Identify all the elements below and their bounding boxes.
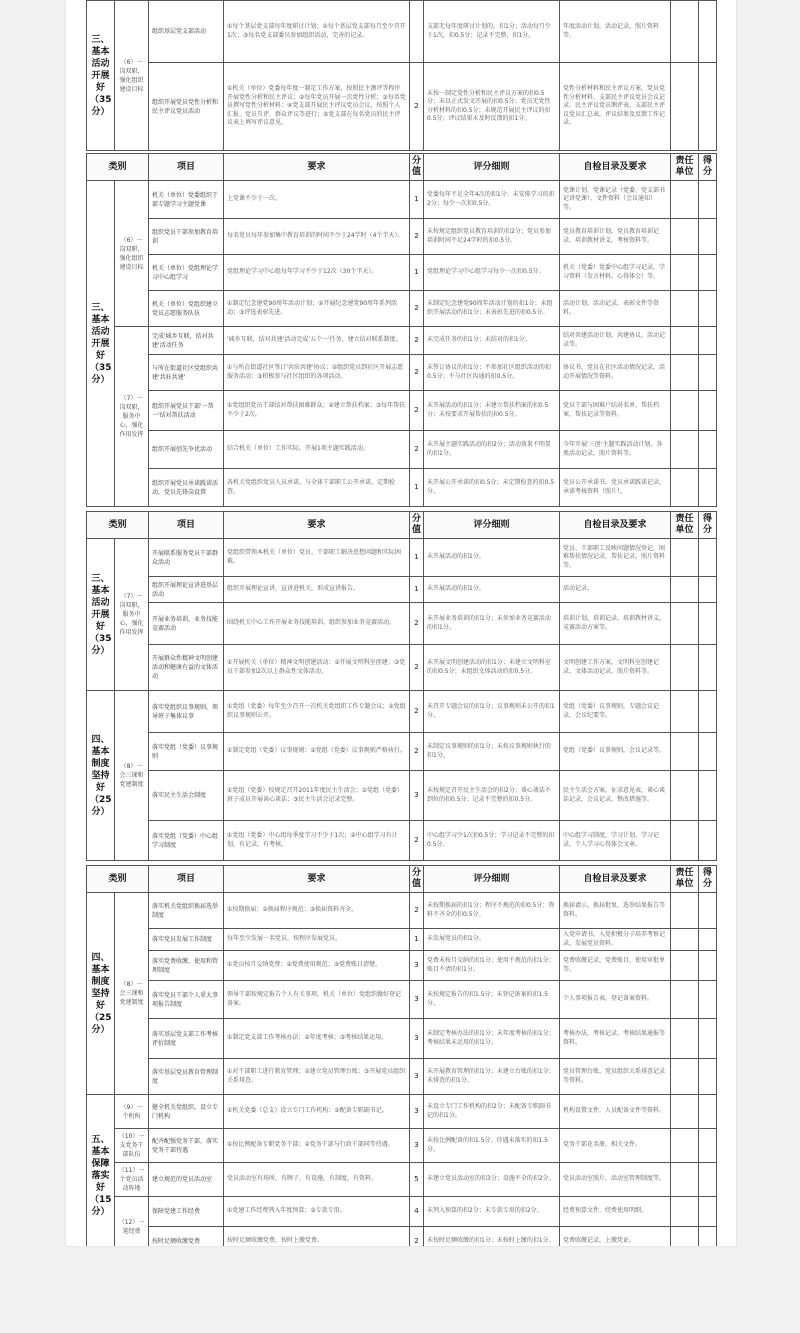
result-cell <box>699 219 717 255</box>
table-row <box>87 181 717 219</box>
result-cell <box>699 1095 717 1129</box>
score-cell: 2 <box>410 219 424 255</box>
rule-cell: 未开展业务培训的扣1分；未参加业务竞赛活动的扣1分。 <box>424 603 560 645</box>
result-cell <box>699 1197 717 1227</box>
score-cell: 1 <box>410 929 424 951</box>
item-cell: 落实党组（党委）中心组学习制度 <box>149 821 224 861</box>
requirement-cell: ①每个基层党支部每年度研讨计划；②每个基层党支部每月至少召开1次；③每名党支部委员参加组织活动，完善的记录。 <box>224 1 410 63</box>
header-requirement: 要求 <box>224 866 410 893</box>
table-row <box>87 355 717 391</box>
score-cell: 1 <box>410 539 424 577</box>
table-row <box>87 577 717 603</box>
result-cell <box>699 733 717 771</box>
document-page <box>66 0 736 1246</box>
header-self-check: 自检目录及要求 <box>560 512 671 539</box>
result-cell <box>699 1129 717 1163</box>
item-cell: 按时足额收缴党费 <box>149 1227 224 1247</box>
rule-cell: 未按时足额收缴的扣1分；未按时上缴的扣1分。 <box>424 1227 560 1247</box>
table-segment-4 <box>86 865 717 1246</box>
assessment-table <box>86 0 716 1246</box>
header-requirement: 要求 <box>224 154 410 181</box>
subcategory-cell: （8）一会三课和党建制度 <box>115 691 149 861</box>
self-check-cell: 活动计划，活动记录，表彰文件等资料。 <box>560 291 671 327</box>
requirement-cell: ①机关党委（总支）设立专门工作机构；②配备专职副书记。 <box>224 1095 410 1129</box>
table-header-row <box>87 512 717 539</box>
table-row <box>87 691 717 733</box>
rule-cell: 未开展公开承诺的扣0.5分；未定期检查的扣0.5分。 <box>424 469 560 507</box>
score-cell: 3 <box>410 1129 424 1163</box>
unit-cell <box>671 1095 699 1129</box>
table-row <box>87 733 717 771</box>
item-cell: 落实党员干部个人重大事项报告制度 <box>149 981 224 1019</box>
requirement-cell: ①党组织党员干部结对帮扶困难群众；②建立帮扶档案；③每年帮扶不少于2次。 <box>224 391 410 431</box>
rule-cell: 未制定考核办法的扣1分；未年度考核的扣1分；考核结果未运用的扣1分。 <box>424 1019 560 1059</box>
table-segment-1 <box>86 0 717 151</box>
table-row <box>87 771 717 821</box>
score-cell: 3 <box>410 951 424 981</box>
requirement-cell: 领导干部按规定报告个人有关事项，机关（单位）党组织做好登记备案。 <box>224 981 410 1019</box>
header-rule: 评分细则 <box>424 512 560 539</box>
subcategory-cell: （7）一岗双职，服务中心，强化作用发挥 <box>115 327 149 507</box>
header-score: 分值 <box>410 154 424 181</box>
requirement-cell: 上党课不少于一次。 <box>224 181 410 219</box>
self-check-cell: 党员教育培训计划，党员教育培训记录，培训教材讲义，考核资料等。 <box>560 219 671 255</box>
self-check-cell: 党组（党委）议事规则，专题会议记录，会议纪要等。 <box>560 691 671 733</box>
requirement-cell: 结合机关（单位）工作实际，开展1项主题实践活动。 <box>224 431 410 469</box>
score-cell: 2 <box>410 893 424 929</box>
item-cell: 组织开展党员党性分析和民主评议党员活动 <box>149 63 224 151</box>
unit-cell <box>671 327 699 355</box>
score-cell: 3 <box>410 771 424 821</box>
item-cell: 组织开展党员干部'一帮一'结对帮扶活动 <box>149 391 224 431</box>
score-cell: 2 <box>410 645 424 691</box>
header-score: 分值 <box>410 512 424 539</box>
table-row <box>87 893 717 929</box>
self-check-cell: 党员活动室照片，活动室管理制度等。 <box>560 1163 671 1197</box>
result-cell <box>699 1227 717 1247</box>
table-row <box>87 469 717 507</box>
item-cell: 机关（单位）党委组织干部专题学习主题党课 <box>149 181 224 219</box>
item-cell: 建立规范的党员活动室 <box>149 1163 224 1197</box>
unit-cell <box>671 469 699 507</box>
score-cell: 3 <box>410 1095 424 1129</box>
result-cell <box>699 291 717 327</box>
item-cell: 配齐配强党务干部，落实党务干部待遇 <box>149 1129 224 1163</box>
header-requirement: 要求 <box>224 512 410 539</box>
header-unit: 责任单位 <box>671 512 699 539</box>
rule-cell: 未制定议事规则的扣1分；未按议事规则执行的扣1分。 <box>424 733 560 771</box>
self-check-cell: 党务干部花名册，相关文件。 <box>560 1129 671 1163</box>
result-cell <box>699 603 717 645</box>
table-header-row <box>87 866 717 893</box>
table-segment-2 <box>86 153 717 507</box>
unit-cell <box>671 771 699 821</box>
table-row <box>87 1 717 63</box>
score-cell: 2 <box>410 63 424 151</box>
result-cell <box>699 981 717 1019</box>
table-row <box>87 1227 717 1247</box>
unit-cell <box>671 691 699 733</box>
subcategory-cell: （9）一个机构 <box>115 1095 149 1129</box>
header-result: 得分 <box>699 512 717 539</box>
item-cell: 机关（单位）党组理论学习中心组学习 <box>149 255 224 291</box>
item-cell: 组织开展理论宣讲进基层活动 <box>149 577 224 603</box>
self-check-cell: 今年开展'三创'主题实践活动计划，各类活动记录，照片资料等。 <box>560 431 671 469</box>
result-cell <box>699 391 717 431</box>
requirement-cell: ①开展机关（单位）精神文明创建活动；②开展文明科室创建；③党员干部参加2次以上群众性文体活动。 <box>224 645 410 691</box>
unit-cell <box>671 63 699 151</box>
item-cell: 落实党组织议事规则，领导班子集体议事 <box>149 691 224 733</box>
score-cell: 2 <box>410 291 424 327</box>
rule-cell: 支部无每年度研讨计划的，扣1分；活动每月少于1次，扣0.5分；记录不完整，扣1分。 <box>424 1 560 63</box>
score-cell: 2 <box>410 327 424 355</box>
result-cell <box>699 645 717 691</box>
score-cell: 3 <box>410 1019 424 1059</box>
item-cell: 落实机关党组织换届选举制度 <box>149 893 224 929</box>
rule-cell: 未按期换届的扣1分；程序不规范的扣0.5分；资料不齐全的扣0.5分。 <box>424 893 560 929</box>
unit-cell <box>671 577 699 603</box>
rule-cell: 未发展党员的扣1分。 <box>424 929 560 951</box>
table-row <box>87 1095 717 1129</box>
score-cell: 1 <box>410 469 424 507</box>
score-cell: 2 <box>410 431 424 469</box>
table-row <box>87 1059 717 1095</box>
item-cell: 落实党组（党委）议事规则 <box>149 733 224 771</box>
item-cell: 落实基层党支部工作考核评价制度 <box>149 1019 224 1059</box>
rule-cell: 党费未按月交纳的扣1分；使用不规范的扣1分；账目不清的扣1分。 <box>424 951 560 981</box>
item-cell: 机关（单位）党组织建立党员志愿服务队伍 <box>149 291 224 327</box>
item-cell: 健全机关党组织，设立专门机构 <box>149 1095 224 1129</box>
self-check-cell: 党员干部与困难户结对名单，帮扶档案，帮扶记录等资料。 <box>560 391 671 431</box>
score-cell: 3 <box>410 1059 424 1095</box>
requirement-cell: '城乡互联，结对共建'活动完成'五个一'任务，建立结对联系制度。 <box>224 327 410 355</box>
unit-cell <box>671 1129 699 1163</box>
category-cell: 四、基本制度坚持好（25分） <box>87 893 115 1095</box>
rule-cell: 党委每年不足全年4次的扣1分；未安排学习的扣2分；每少一次扣0.5分。 <box>424 181 560 219</box>
rule-cell: 未开展文明创建活动的扣1分；未建立文明科室的扣0.5分；未组织文体活动的扣0.5分。 <box>424 645 560 691</box>
table-row <box>87 255 717 291</box>
requirement-cell: 党组织带领本机关（单位）党员、干部职工解决思想问题和实际困难。 <box>224 539 410 577</box>
requirement-cell: 党员活动室有场所，有牌子，有设施，有制度，有资料。 <box>224 1163 410 1197</box>
self-check-cell: 党费收缴记录，上缴凭证。 <box>560 1227 671 1247</box>
requirement-cell: ①党员按月交纳党费；②党费使用规范；③党费账目清楚。 <box>224 951 410 981</box>
unit-cell <box>671 291 699 327</box>
requirement-cell: 党组理论学习中心组每年学习不少于12次（30个半天）。 <box>224 255 410 291</box>
item-cell: 落实党费收缴、使用和管理制度 <box>149 951 224 981</box>
subcategory-cell: （10）一支党务干部队伍 <box>115 1129 149 1163</box>
score-cell: 2 <box>410 1227 424 1247</box>
category-cell: 三、基本活动开展好（35分） <box>87 539 115 691</box>
self-check-cell: 机关（党委）党委中心组学习记录，学习资料（发言材料，心得体会）等。 <box>560 255 671 291</box>
rule-cell: 未召开专题会议的扣1分；议事规则未公开的扣1分。 <box>424 691 560 733</box>
header-rule: 评分细则 <box>424 866 560 893</box>
unit-cell <box>671 255 699 291</box>
self-check-cell: 文明创建工作方案，文明科室创建记录，文体活动记录，照片资料等。 <box>560 645 671 691</box>
header-self-check: 自检目录及要求 <box>560 154 671 181</box>
requirement-cell: ①党建工作经费列入年度预算；②专款专用。 <box>224 1197 410 1227</box>
rule-cell: 未制定纪念建党90周年活动计划的扣1分；未组织开展活动的扣1分；未表彰先进的扣0.5分。 <box>424 291 560 327</box>
rule-cell: 党组理论学习中心组学习每少一次扣0.5分。 <box>424 255 560 291</box>
result-cell <box>699 893 717 929</box>
self-check-cell: 年度活动计划，活动记录，照片资料等。 <box>560 1 671 63</box>
table-row <box>87 951 717 981</box>
category-cell: 三、基本活动开展好（35分） <box>87 181 115 507</box>
item-cell: 开展业务培训，业务技能竞赛活动 <box>149 603 224 645</box>
unit-cell <box>671 355 699 391</box>
rule-cell: 未签订协议的扣1分；不参加社区组织活动的扣0.5分；不与社区沟通的扣0.5分。 <box>424 355 560 391</box>
result-cell <box>699 469 717 507</box>
result-cell <box>699 951 717 981</box>
self-check-cell: 协议书，党员在社区活动情况记录，活动开展情况等资料。 <box>560 355 671 391</box>
unit-cell <box>671 1227 699 1247</box>
self-check-cell: 党费收缴记录，党费账目，使用审批单等。 <box>560 951 671 981</box>
rule-cell: 未按规定报告的扣1.5分；未登记备案的扣1.5分。 <box>424 981 560 1019</box>
table-row <box>87 539 717 577</box>
self-check-cell: 党员管理台账，党员组织关系排查记录等资料。 <box>560 1059 671 1095</box>
table-row <box>87 1019 717 1059</box>
unit-cell <box>671 539 699 577</box>
item-cell: 组织基层党支部活动 <box>149 1 224 63</box>
unit-cell <box>671 951 699 981</box>
requirement-cell: 各机关党组织党员人员承诺，与全体干部职工公开承诺，定期检查。 <box>224 469 410 507</box>
unit-cell <box>671 1019 699 1059</box>
result-cell <box>699 327 717 355</box>
unit-cell <box>671 929 699 951</box>
score-cell: 2 <box>410 691 424 733</box>
rule-cell: 未按比例配备的扣1.5分；待遇未落实的扣1.5分。 <box>424 1129 560 1163</box>
requirement-cell: ①与所在街道社区签订'共驻共建'协议；②组织党员到社区开展志愿服务活动；③积极参与社区组织的各项活动。 <box>224 355 410 391</box>
result-cell <box>699 1019 717 1059</box>
category-cell: 五、基本保障落实好（15分） <box>87 1095 115 1247</box>
result-cell <box>699 181 717 219</box>
item-cell: 组织开展创先争优活动 <box>149 431 224 469</box>
result-cell <box>699 929 717 951</box>
subcategory-cell: （6）一岗双职，强化组织建设目标 <box>115 181 149 327</box>
score-cell: 1 <box>410 181 424 219</box>
requirement-cell: ①党组（党委）中心组每季度学习不少于1次；②中心组学习有计划，有记录，有考核。 <box>224 821 410 861</box>
unit-cell <box>671 219 699 255</box>
requirement-cell: ①党组（党委）每年至少召开一次机关党组织工作专题会议；②党组织议事规则公开。 <box>224 691 410 733</box>
item-cell: 落实民主生活会制度 <box>149 771 224 821</box>
table-row <box>87 291 717 327</box>
header-self-check: 自检目录及要求 <box>560 866 671 893</box>
table-row <box>87 645 717 691</box>
item-cell: 开展群众性精神文明创建活动和健康有益的文体活动 <box>149 645 224 691</box>
rule-cell: 未按规定召开民主生活会的扣2分；谈心谈话不到位的扣0.5分；记录不完整的扣0.5分。 <box>424 771 560 821</box>
self-check-cell: 经费预算文件，经费使用明细。 <box>560 1197 671 1227</box>
score-cell: 4 <box>410 1197 424 1227</box>
requirement-cell: 每年至少发展一名党员，按程序发展党员。 <box>224 929 410 951</box>
header-category: 类别 <box>87 154 149 181</box>
score-cell: 2 <box>410 355 424 391</box>
unit-cell <box>671 733 699 771</box>
unit-cell <box>671 893 699 929</box>
unit-cell <box>671 821 699 861</box>
result-cell <box>699 577 717 603</box>
self-check-cell: 中心组学习制度，学习计划，学习记录，个人学习心得体会文章。 <box>560 821 671 861</box>
table-row <box>87 603 717 645</box>
header-item: 项目 <box>149 512 224 539</box>
table-row <box>87 929 717 951</box>
rule-cell: 未开展活动的扣1分；未建立帮扶档案的扣0.5分；未按要求开展帮扶的扣0.5分。 <box>424 391 560 431</box>
requirement-cell: ①按比例配备专职党务干部；②党务干部与行政干部同等待遇。 <box>224 1129 410 1163</box>
table-row <box>87 391 717 431</box>
table-row <box>87 1129 717 1163</box>
requirement-cell: ①制定党组（党委）议事规则；②党组（党委）议事规则严格执行。 <box>224 733 410 771</box>
table-segment-3 <box>86 511 717 861</box>
score-cell: 2 <box>410 821 424 861</box>
table-row <box>87 431 717 469</box>
result-cell <box>699 1163 717 1197</box>
result-cell <box>699 1 717 63</box>
unit-cell <box>671 1059 699 1095</box>
subcategory-cell: （12）一笔经费 <box>115 1197 149 1247</box>
requirement-cell: ①制定党支部工作考核办法；②年度考核；③考核结果运用。 <box>224 1019 410 1059</box>
unit-cell <box>671 391 699 431</box>
self-check-cell: 机构设置文件，人员配备文件等资料。 <box>560 1095 671 1129</box>
score-cell: 2 <box>410 603 424 645</box>
table-row <box>87 327 717 355</box>
self-check-cell: 考核办法，考核记录，考核结果通报等资料。 <box>560 1019 671 1059</box>
unit-cell <box>671 603 699 645</box>
score-cell: 1 <box>410 255 424 291</box>
table-header-row <box>87 154 717 181</box>
header-item: 项目 <box>149 866 224 893</box>
rule-cell: 未建立党员活动室的扣3分；设施不全的扣2分。 <box>424 1163 560 1197</box>
header-result: 得分 <box>699 866 717 893</box>
header-unit: 责任单位 <box>671 866 699 893</box>
table-row <box>87 821 717 861</box>
item-cell: 落实基层党员教育管理制度 <box>149 1059 224 1095</box>
rule-cell: 未开展主题实践活动的扣2分；活动效果不明显的扣1分。 <box>424 431 560 469</box>
unit-cell <box>671 181 699 219</box>
rule-cell: 未列入预算的扣2分；未专款专用的扣2分。 <box>424 1197 560 1227</box>
rule-cell: 未按一制定党性分析和民主评议方案的扣0.5分；未以正式发文开展的扣0.5分；党员无党性分析材料的扣0.5分；未规范开展民主评议的扣0.5分；评议结果未及时反馈的扣1分。 <box>424 63 560 151</box>
result-cell <box>699 63 717 151</box>
requirement-cell: 组织开展理论宣讲，宣讲进机关，形成宣讲报告。 <box>224 577 410 603</box>
self-check-cell: 活动记录。 <box>560 577 671 603</box>
self-check-cell: 结对共建活动计划，共建协议，活动记录等。 <box>560 327 671 355</box>
subcategory-cell: （7）一岗双职，服务中心，强化作用发挥 <box>115 539 149 691</box>
score-cell: 2 <box>410 733 424 771</box>
self-check-cell: 党性分析材料和民主评议方案，党员党性分析材料，支部民主评议党员会议记录，民主评议党员测评表，支部民主评议党员汇总表，评议结果及反馈工作记录。 <box>560 63 671 151</box>
item-cell: 组织党员干部参加教育培训 <box>149 219 224 255</box>
unit-cell <box>671 1197 699 1227</box>
self-check-cell: 党组（党委）议事规则，会议记录等。 <box>560 733 671 771</box>
result-cell <box>699 691 717 733</box>
table-row <box>87 63 717 151</box>
result-cell <box>699 771 717 821</box>
header-result: 得分 <box>699 154 717 181</box>
header-category: 类别 <box>87 512 149 539</box>
self-check-cell: 培训计划，培训记录，培训教材讲义，竞赛活动方案等。 <box>560 603 671 645</box>
item-cell: 保障党建工作经费 <box>149 1197 224 1227</box>
result-cell <box>699 1059 717 1095</box>
header-category: 类别 <box>87 866 149 893</box>
table-row <box>87 219 717 255</box>
rule-cell: 未开展活动的扣1分。 <box>424 539 560 577</box>
rule-cell: 未开展教育管理的扣1分；未建立台账的扣1分；未排查的扣1分。 <box>424 1059 560 1095</box>
requirement-cell: 每名党员每年参加集中教育培训的时间不少于24学时（4个半天）。 <box>224 219 410 255</box>
header-item: 项目 <box>149 154 224 181</box>
requirement-cell: ①机关（单位）党委每年度一制定工作方案，按照民主测评等程序开展党性分析和民主评议；②每年党员开展一次党性分析；③每名党员撰写党性分析材料；④党支部开展民主评议党员会议，按照个人汇报、党员互评、群众评议等进行；⑤党支部在每名党员的民主评议表上填写评议意见。 <box>224 63 410 151</box>
table-row <box>87 1163 717 1197</box>
requirement-cell: ①按期换届；②换届程序规范；③换届资料齐全。 <box>224 893 410 929</box>
requirement-cell: 围绕机关中心工作开展业务技能培训，组织参加业务竞赛活动。 <box>224 603 410 645</box>
self-check-cell: 党员、干部职工反映问题情况登记，困难帮扶情况记录，帮扶记录，照片资料等。 <box>560 539 671 577</box>
self-check-cell: 党员公开承诺书，党员承诺践诺记录，承诺考核资料（照片）。 <box>560 469 671 507</box>
result-cell <box>699 539 717 577</box>
table-row <box>87 1197 717 1227</box>
result-cell <box>699 355 717 391</box>
unit-cell <box>671 1 699 63</box>
unit-cell <box>671 1163 699 1197</box>
score-cell: 1 <box>410 577 424 603</box>
rule-cell: 未开展活动的扣1分。 <box>424 577 560 603</box>
unit-cell <box>671 431 699 469</box>
item-cell: 与所在街道社区党组织共建'共驻共建' <box>149 355 224 391</box>
requirement-cell: 按时足额收缴党费，按时上缴党费。 <box>224 1227 410 1247</box>
self-check-cell: 民主生活会方案，征求意见表，谈心谈话记录，会议记录，整改措施等。 <box>560 771 671 821</box>
item-cell: 开展联系服务党员干部群众活动 <box>149 539 224 577</box>
rule-cell: 中心组学习少1次扣0.5分；学习记录不完整的扣0.5分。 <box>424 821 560 861</box>
item-cell: 落实党员发展工作制度 <box>149 929 224 951</box>
category-cell: 四、基本制度坚持好（25分） <box>87 691 115 861</box>
score-cell: 5 <box>410 1163 424 1197</box>
result-cell <box>699 431 717 469</box>
subcategory-cell: （6）一岗双职，强化组织建设目标 <box>115 1 149 151</box>
self-check-cell: 换届请示，换届批复，选举结果报告等资料。 <box>560 893 671 929</box>
self-check-cell: 党课计划，党课记录（党委、党支部书记讲党课），文件资料（会议通知）等。 <box>560 181 671 219</box>
rule-cell: 未完成任务的扣1分；未结对的扣1分。 <box>424 327 560 355</box>
result-cell <box>699 255 717 291</box>
subcategory-cell: （11）一个党员活动阵地 <box>115 1163 149 1197</box>
header-rule: 评分细则 <box>424 154 560 181</box>
rule-cell: 未设立专门工作机构的扣2分；未配备专职副书记的扣1分。 <box>424 1095 560 1129</box>
table-row <box>87 981 717 1019</box>
requirement-cell: ①制定纪念建党90周年活动计划；②开展纪念建党90周年系列活动；③评选表彰先进。 <box>224 291 410 327</box>
result-cell <box>699 821 717 861</box>
self-check-cell: 入党申请书，入党积极分子培养考察记录，发展党员资料。 <box>560 929 671 951</box>
score-cell: 2 <box>410 391 424 431</box>
header-score: 分值 <box>410 866 424 893</box>
score-cell <box>410 1 424 63</box>
requirement-cell: ①对干部职工进行教育管理；②建立党员管理台账；③开展党员组织关系排查。 <box>224 1059 410 1095</box>
self-check-cell: 个人事项报告表，登记备案资料。 <box>560 981 671 1019</box>
rule-cell: 未按规定组织党员教育培训的扣2分；党员参加培训时间不足24学时的扣0.5分。 <box>424 219 560 255</box>
item-cell: 完成'城乡互联，结对共建'活动任务 <box>149 327 224 355</box>
score-cell: 3 <box>410 981 424 1019</box>
item-cell: 组织开展党员承诺践诺活动，党员先锋岗设置 <box>149 469 224 507</box>
category-cell: 三、基本活动开展好（35分） <box>87 1 115 151</box>
subcategory-cell: （8）一会三课和党建制度 <box>115 893 149 1095</box>
requirement-cell: ①党组（党委）按规定召开2011年度民主生活会；②党组（党委）班子成员开展谈心谈话；③民主生活会记录完整。 <box>224 771 410 821</box>
header-unit: 责任单位 <box>671 154 699 181</box>
unit-cell <box>671 645 699 691</box>
unit-cell <box>671 981 699 1019</box>
